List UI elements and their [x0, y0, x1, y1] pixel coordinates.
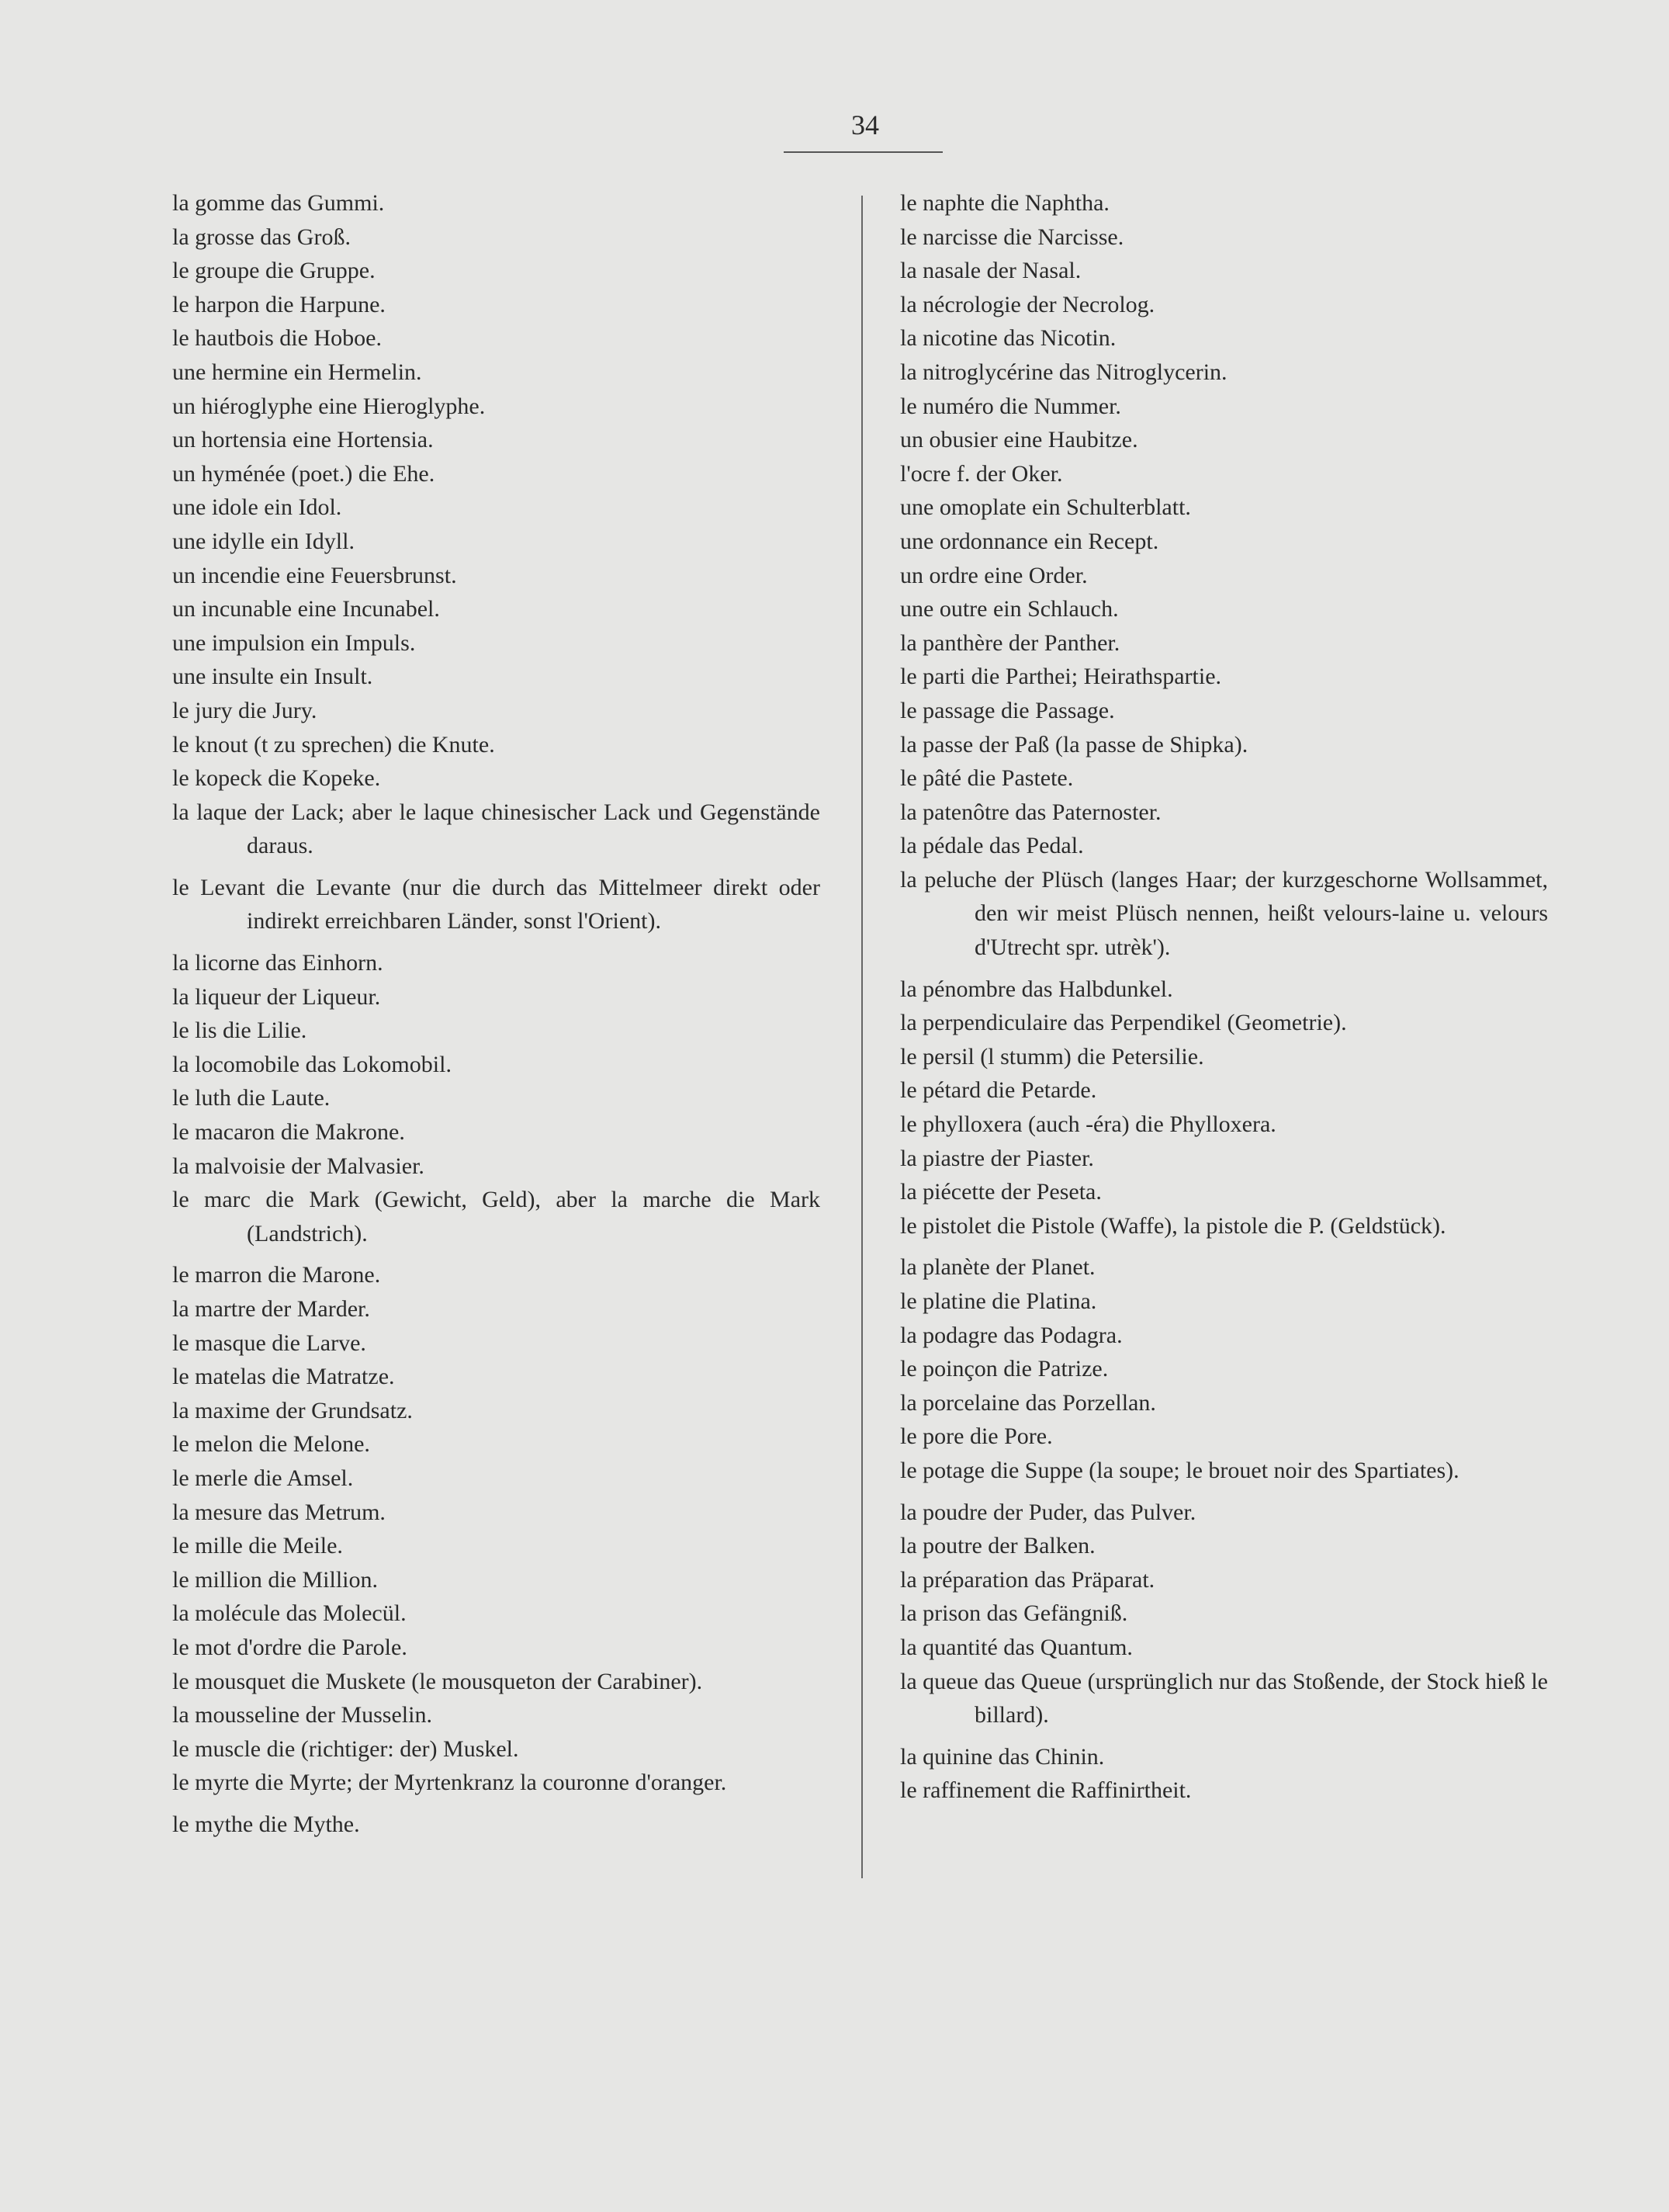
dictionary-entry: le hautbois die Hoboe. [172, 325, 382, 352]
dictionary-entry: le knout (t zu sprechen) die Knute. [172, 731, 495, 758]
page-number: 34 [851, 109, 879, 140]
dictionary-entry: la molécule das Molecül. [172, 1600, 407, 1627]
dictionary-entry: un incendie eine Feuersbrunst. [172, 562, 457, 588]
dictionary-entry: le raffinement die Raffinirtheit. [900, 1777, 1192, 1804]
dictionary-entry: la martre der Marder. [172, 1296, 370, 1322]
dictionary-entry: la perpendiculaire das Perpendikel (Geometrie). [900, 1010, 1347, 1036]
dictionary-entry: le kopeck die Kopeke. [172, 765, 381, 792]
dictionary-entry: le narcisse die Narcisse. [900, 224, 1124, 250]
dictionary-entry: un hiéroglyphe eine Hieroglyphe. [172, 393, 486, 419]
dictionary-entry: la gomme das Gummi. [172, 190, 385, 216]
dictionary-entry: une idylle ein Idyll. [172, 528, 355, 554]
dictionary-entry: le matelas die Matratze. [172, 1364, 395, 1390]
right-column [900, 186, 1548, 1808]
dictionary-entry: le merle die Amsel. [172, 1465, 354, 1491]
dictionary-entry: une insulte ein Insult. [172, 664, 373, 690]
dictionary-entry: le lis die Lilie. [172, 1018, 307, 1044]
dictionary-entry: la poutre der Balken. [900, 1533, 1096, 1559]
dictionary-entry: un obusier eine Haubitze. [900, 427, 1138, 453]
dictionary-entry: le melon die Melone. [172, 1431, 370, 1458]
dictionary-entry: le luth die Laute. [172, 1085, 331, 1111]
dictionary-entry: la laque der Lack; aber le laque chinesischer Lack und Gegenstände daraus. [172, 799, 820, 859]
dictionary-entry: le phylloxera (auch -éra) die Phylloxera. [900, 1111, 1276, 1138]
dictionary-entry: une ordonnance ein Recept. [900, 528, 1159, 554]
dictionary-entry: la pénombre das Halbdunkel. [900, 976, 1173, 1002]
dictionary-entry: le Levant die Levante (nur die durch das Mittelmeer direkt oder indirekt erreichbaren Länder, sonst l'Orient). [172, 874, 820, 934]
dictionary-entry: une idole ein Idol. [172, 494, 342, 521]
dictionary-entry: la maxime der Grundsatz. [172, 1397, 413, 1423]
dictionary-entry: la peluche der Plüsch (langes Haar; der kurzgeschorne Wollsammet, den wir meist Plüsch nennen, heißt velours-laine u. velours d'Utrecht spr. utrèk'). [900, 866, 1548, 961]
dictionary-entry: la mesure das Metrum. [172, 1499, 386, 1525]
dictionary-entry: le marc die Mark (Gewicht, Geld), aber la marche die Mark (Landstrich). [172, 1187, 820, 1246]
dictionary-entry: l'ocre f. der Oker. [900, 460, 1063, 487]
dictionary-entry: le masque die Larve. [172, 1330, 366, 1356]
dictionary-entry: la quantité das Quantum. [900, 1634, 1133, 1660]
dictionary-entry: la piécette der Peseta. [900, 1179, 1102, 1205]
dictionary-entry: une outre ein Schlauch. [900, 596, 1119, 622]
dictionary-entry: le mousquet die Muskete (le mousqueton der Carabiner). [172, 1668, 703, 1694]
dictionary-entry: un hyménée (poet.) die Ehe. [172, 460, 435, 487]
dictionary-entry: le marron die Marone. [172, 1262, 381, 1288]
dictionary-entry: le million die Million. [172, 1566, 378, 1593]
dictionary-entry: le macaron die Makrone. [172, 1119, 405, 1146]
dictionary-entry: le pistolet die Pistole (Waffe), la pistole die P. (Geldstück). [900, 1212, 1446, 1239]
dictionary-entry: un hortensia eine Hortensia. [172, 427, 434, 453]
page-number-rule [784, 151, 943, 153]
dictionary-entry: le mythe die Mythe. [172, 1811, 360, 1837]
dictionary-entry: la liqueur der Liqueur. [172, 983, 381, 1010]
dictionary-entry: le groupe die Gruppe. [172, 258, 376, 284]
dictionary-entry: le myrte die Myrte; der Myrtenkranz la couronne d'oranger. [172, 1770, 727, 1796]
dictionary-entry: le potage die Suppe (la soupe; le brouet noir des Spartiates). [900, 1457, 1460, 1483]
dictionary-entry: la quinine das Chinin. [900, 1743, 1105, 1770]
dictionary-entry: la piastre der Piaster. [900, 1145, 1094, 1171]
dictionary-entry: le pétard die Petarde. [900, 1077, 1097, 1104]
dictionary-entry: la grosse das Groß. [172, 224, 351, 250]
dictionary-entry: un incunable eine Incunabel. [172, 596, 440, 622]
dictionary-entry: la podagre das Podagra. [900, 1322, 1123, 1348]
dictionary-entry: la queue das Queue (ursprünglich nur das Stoßende, der Stock hieß le billard). [900, 1668, 1548, 1728]
dictionary-entry: le jury die Jury. [172, 697, 317, 723]
dictionary-entry: la licorne das Einhorn. [172, 950, 383, 976]
dictionary-entry: le passage die Passage. [900, 697, 1115, 723]
dictionary-entry: la nicotine das Nicotin. [900, 325, 1117, 352]
dictionary-entry: la planète der Planet. [900, 1254, 1096, 1281]
dictionary-entry: le pâté die Pastete. [900, 765, 1074, 792]
dictionary-entry: un ordre eine Order. [900, 562, 1088, 588]
dictionary-entry: le pore die Pore. [900, 1423, 1053, 1450]
dictionary-entry: une omoplate ein Schulterblatt. [900, 494, 1191, 521]
dictionary-entry: la nécrologie der Necrolog. [900, 291, 1155, 317]
dictionary-entry: la panthère der Panther. [900, 629, 1120, 656]
dictionary-entry: le mot d'ordre die Parole. [172, 1634, 407, 1660]
dictionary-entry: le harpon die Harpune. [172, 291, 386, 317]
dictionary-entry: la nasale der Nasal. [900, 258, 1082, 284]
dictionary-entry: le mille die Meile. [172, 1533, 343, 1559]
left-column [172, 186, 820, 1842]
dictionary-entry: la nitroglycérine das Nitroglycerin. [900, 359, 1228, 385]
dictionary-entry: la locomobile das Lokomobil. [172, 1051, 452, 1077]
dictionary-entry: le poinçon die Patrize. [900, 1356, 1109, 1382]
dictionary-entry: une hermine ein Hermelin. [172, 359, 422, 385]
dictionary-entry: la porcelaine das Porzellan. [900, 1389, 1156, 1416]
dictionary-entry: le parti die Parthei; Heirathspartie. [900, 664, 1222, 690]
dictionary-entry: la patenôtre das Paternoster. [900, 799, 1162, 825]
dictionary-entry: le platine die Platina. [900, 1288, 1097, 1314]
dictionary-entry: la pédale das Pedal. [900, 833, 1084, 859]
column-divider [861, 196, 863, 1878]
dictionary-entry: la malvoisie der Malvasier. [172, 1153, 424, 1179]
dictionary-entry: le muscle die (richtiger: der) Muskel. [172, 1735, 519, 1762]
dictionary-entry: la passe der Paß (la passe de Shipka). [900, 731, 1248, 758]
dictionary-entry: la prison das Gefängniß. [900, 1600, 1128, 1627]
dictionary-entry: le naphte die Naphtha. [900, 190, 1110, 216]
dictionary-entry: la préparation das Präparat. [900, 1566, 1155, 1593]
dictionary-entry: la mousseline der Musselin. [172, 1702, 432, 1728]
dictionary-entry: une impulsion ein Impuls. [172, 629, 416, 656]
dictionary-entry: le numéro die Nummer. [900, 393, 1121, 419]
dictionary-entry: le persil (l stumm) die Petersilie. [900, 1043, 1204, 1070]
dictionary-entry: la poudre der Puder, das Pulver. [900, 1499, 1196, 1525]
